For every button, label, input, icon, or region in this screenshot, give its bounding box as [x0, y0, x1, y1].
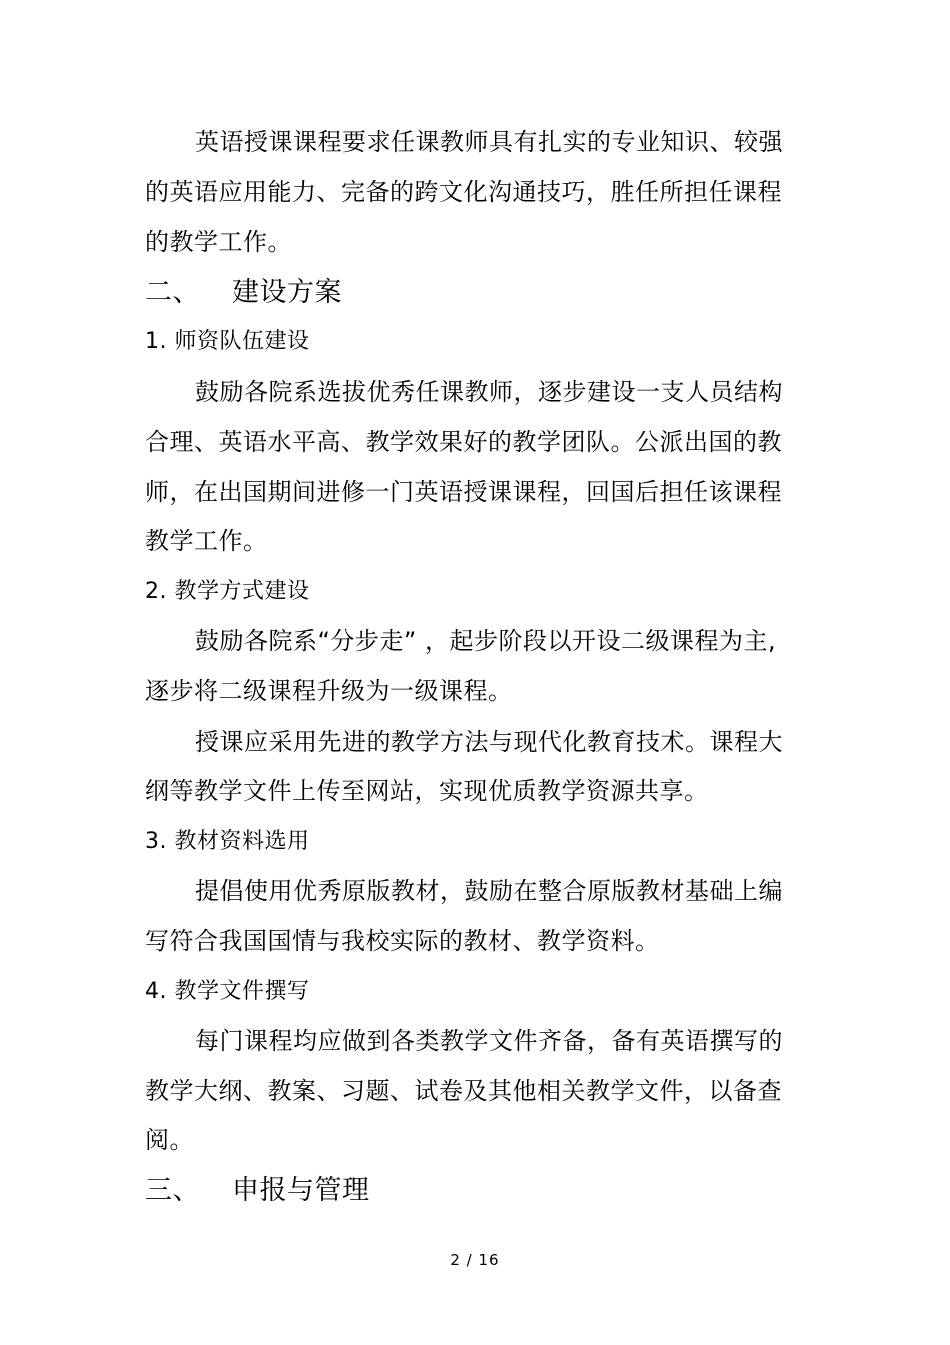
item-1-line-3: 师，在出国期间进修一门英语授课课程，回国后担任该课程 [145, 478, 782, 506]
paragraph-1-line-3: 的教学工作。 [145, 228, 292, 256]
section-2-title: 建设方案 [232, 277, 342, 308]
item-2-title: 2. 教学方式建设 [145, 579, 310, 604]
paragraph-1-line-2: 的英语应用能力、完备的跨文化沟通技巧，胜任所担任课程 [145, 178, 782, 206]
item-1-line-1: 鼓励各院系选拔优秀任课教师，逐步建设一支人员结构 [195, 378, 783, 406]
item-1-title: 1. 师资队伍建设 [145, 329, 310, 354]
item-4-line-1: 每门课程均应做到各类教学文件齐备，备有英语撰写的 [195, 1027, 783, 1055]
item-2-para-a-line-1: 鼓励各院系“分步走” ，起步阶段以开设二级课程为主, [195, 627, 777, 655]
item-3-title: 3. 教材资料选用 [145, 829, 310, 854]
item-3-line-2: 写符合我国国情与我校实际的教材、教学资料。 [145, 927, 660, 955]
item-4-line-3: 阅。 [145, 1126, 194, 1154]
item-4-title: 4. 教学文件撰写 [145, 979, 310, 1004]
item-4-line-2: 教学大纲、教案、习题、试卷及其他相关教学文件，以备查 [145, 1077, 782, 1105]
paragraph-1-line-1: 英语授课课程要求任课教师具有扎实的专业知识、较强 [195, 128, 783, 156]
page-number: 2 / 16 [450, 1251, 500, 1269]
item-2-para-b-line-2: 纲等教学文件上传至网站，实现优质教学资源共享。 [145, 777, 709, 805]
item-2-para-b-line-1: 授课应采用先进的教学方法与现代化教育技术。课程大 [195, 728, 783, 756]
item-2-para-a-line-2: 逐步将二级课程升级为一级课程。 [145, 677, 513, 705]
section-3-title: 申报与管理 [232, 1175, 370, 1206]
item-1-line-4: 教学工作。 [145, 527, 268, 555]
item-1-line-2: 合理、英语水平高、教学效果好的教学团队。公派出国的教 [145, 428, 782, 456]
item-3-line-1: 提倡使用优秀原版教材，鼓励在整合原版教材基础上编 [195, 877, 783, 905]
section-2-heading [145, 276, 342, 310]
section-2-number: 二、 [145, 277, 200, 308]
section-3-number: 三、 [145, 1175, 200, 1206]
section-3-heading [145, 1174, 370, 1208]
